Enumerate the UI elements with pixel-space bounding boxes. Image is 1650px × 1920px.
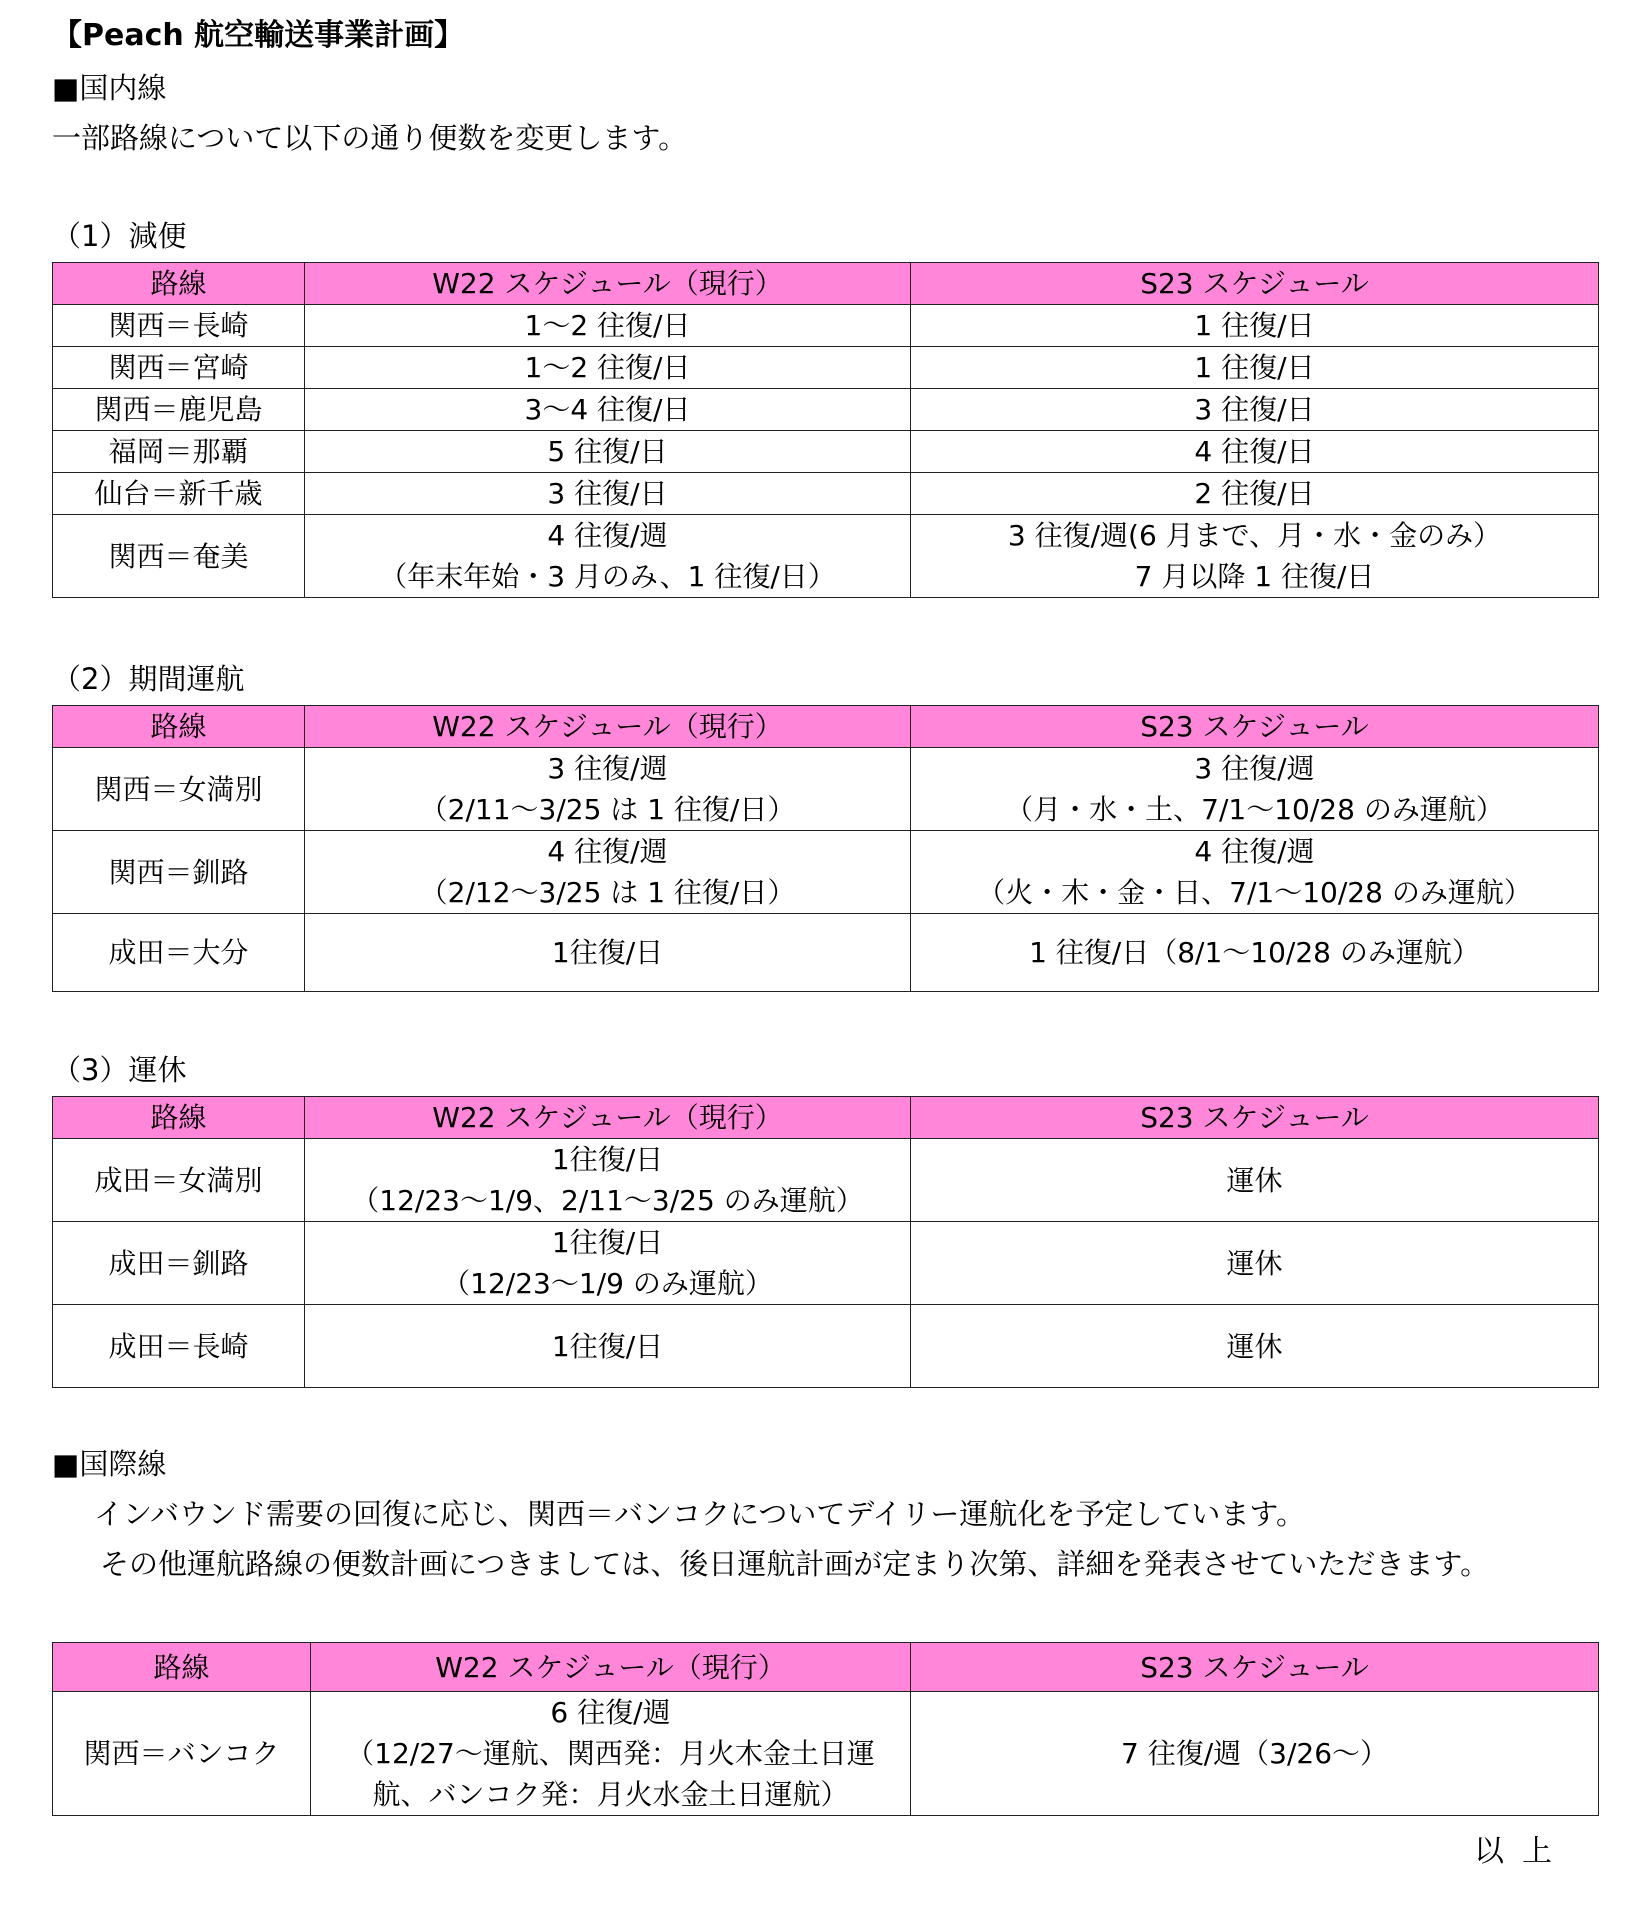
route-cell: 福岡＝那覇 bbox=[53, 431, 305, 473]
w22-note: （12/27～運航、関西発：月火木金土日運 bbox=[346, 1737, 875, 1770]
w22-cell bbox=[305, 1305, 911, 1388]
w22-cell bbox=[305, 431, 911, 473]
route-cell: 関西＝バンコク bbox=[53, 1692, 311, 1816]
w22-line: 1～2 往復/日 bbox=[524, 351, 691, 384]
s23-line: 運休 bbox=[1226, 1246, 1283, 1280]
s23-cell bbox=[911, 473, 1599, 515]
closing-mark: 以上 bbox=[1474, 1834, 1570, 1869]
s23-cell bbox=[911, 515, 1599, 598]
table-row bbox=[53, 389, 1599, 431]
table-row bbox=[53, 831, 1599, 914]
w22-line: 3 往復/日 bbox=[547, 477, 668, 510]
table-header-row bbox=[53, 263, 1599, 305]
s23-cell bbox=[911, 389, 1599, 431]
header-s23: S23 スケジュール bbox=[911, 1643, 1599, 1692]
table-row bbox=[53, 347, 1599, 389]
w22-note: （12/23～1/9 のみ運航） bbox=[442, 1267, 773, 1300]
international-line1: インバウンド需要の回復に応じ、関西＝バンコクについてデイリー運航化を予定しています。 bbox=[94, 1497, 1306, 1531]
seasonal-table bbox=[52, 705, 1599, 992]
s23-line: 運休 bbox=[1226, 1163, 1283, 1197]
route-cell: 仙台＝新千歳 bbox=[53, 473, 305, 515]
route-cell: 関西＝釧路 bbox=[53, 831, 305, 914]
header-route: 路線 bbox=[53, 706, 305, 748]
document-title: 【Peach 航空輸送事業計画】 bbox=[52, 18, 465, 53]
s23-line: 4 往復/日 bbox=[1194, 435, 1315, 468]
s23-line: 7 往復/週（3/26～） bbox=[1120, 1737, 1389, 1770]
header-s23: S23 スケジュール bbox=[911, 263, 1599, 305]
reduction-table bbox=[52, 262, 1599, 598]
s23-cell bbox=[911, 1305, 1599, 1388]
w22-line: 1往復/日 bbox=[551, 936, 664, 969]
route-cell: 関西＝奄美 bbox=[53, 515, 305, 598]
w22-cell bbox=[305, 347, 911, 389]
table-header-row bbox=[53, 1643, 1599, 1692]
s23-cell bbox=[911, 1222, 1599, 1305]
s23-cell bbox=[911, 748, 1599, 831]
s23-cell bbox=[911, 1139, 1599, 1222]
table-row bbox=[53, 1692, 1599, 1816]
s23-note: （火・木・金・日、7/1～10/28 のみ運航） bbox=[977, 876, 1532, 909]
s23-cell bbox=[911, 305, 1599, 347]
header-s23: S23 スケジュール bbox=[911, 706, 1599, 748]
table-row bbox=[53, 1139, 1599, 1222]
s23-line: 3 往復/週(6 月まで、月・水・金のみ） bbox=[1007, 519, 1502, 552]
table-row bbox=[53, 473, 1599, 515]
w22-line: 4 往復/週 bbox=[547, 519, 668, 552]
header-w22: W22 スケジュール（現行） bbox=[305, 263, 911, 305]
s23-line: 運休 bbox=[1226, 1329, 1283, 1363]
s23-cell bbox=[911, 347, 1599, 389]
header-route: 路線 bbox=[53, 263, 305, 305]
w22-line: 1往復/日 bbox=[551, 1143, 664, 1176]
w22-cell bbox=[305, 473, 911, 515]
s23-line: 3 往復/日 bbox=[1194, 393, 1315, 426]
section1-label: （1）減便 bbox=[52, 219, 187, 253]
s23-cell bbox=[911, 914, 1599, 992]
table-header-row bbox=[53, 706, 1599, 748]
s23-line: 3 往復/週 bbox=[1194, 752, 1315, 785]
table-row bbox=[53, 1305, 1599, 1388]
s23-cell bbox=[911, 831, 1599, 914]
table-row bbox=[53, 914, 1599, 992]
w22-note: （2/11～3/25 は 1 往復/日） bbox=[419, 793, 796, 826]
route-cell: 関西＝宮崎 bbox=[53, 347, 305, 389]
s23-cell bbox=[911, 1692, 1599, 1816]
route-cell: 関西＝長崎 bbox=[53, 305, 305, 347]
suspension-table bbox=[52, 1096, 1599, 1388]
table-row bbox=[53, 1222, 1599, 1305]
w22-cell bbox=[305, 748, 911, 831]
w22-cell bbox=[305, 515, 911, 598]
section3-label: （3）運休 bbox=[52, 1053, 187, 1087]
w22-note: （2/12～3/25 は 1 往復/日） bbox=[419, 876, 796, 909]
header-w22: W22 スケジュール（現行） bbox=[311, 1643, 911, 1692]
route-cell: 関西＝鹿児島 bbox=[53, 389, 305, 431]
w22-line: 3 往復/週 bbox=[547, 752, 668, 785]
header-s23: S23 スケジュール bbox=[911, 1097, 1599, 1139]
s23-line: 1 往復/日 bbox=[1194, 351, 1315, 384]
w22-note: 航、バンコク発：月火水金土日運航） bbox=[372, 1778, 849, 1811]
header-w22: W22 スケジュール（現行） bbox=[305, 706, 911, 748]
s23-line: 1 往復/日（8/1～10/28 のみ運航） bbox=[1029, 936, 1480, 969]
w22-cell bbox=[311, 1692, 911, 1816]
w22-cell bbox=[305, 1139, 911, 1222]
table-row bbox=[53, 305, 1599, 347]
w22-line: 1往復/日 bbox=[551, 1329, 664, 1363]
w22-cell bbox=[305, 1222, 911, 1305]
w22-cell bbox=[305, 914, 911, 992]
route-cell: 関西＝女満別 bbox=[53, 748, 305, 831]
route-cell: 成田＝長崎 bbox=[53, 1305, 305, 1388]
w22-cell bbox=[305, 305, 911, 347]
route-cell: 成田＝女満別 bbox=[53, 1139, 305, 1222]
header-route: 路線 bbox=[53, 1097, 305, 1139]
domestic-heading: ■国内線 bbox=[52, 71, 167, 105]
table-row bbox=[53, 515, 1599, 598]
w22-line: 6 往復/週 bbox=[550, 1696, 671, 1729]
table-row bbox=[53, 748, 1599, 831]
w22-note: （12/23～1/9、2/11～3/25 のみ運航） bbox=[351, 1184, 864, 1217]
section2-label: （2）期間運航 bbox=[52, 662, 245, 696]
international-table bbox=[52, 1642, 1599, 1816]
w22-line: 3～4 往復/日 bbox=[524, 393, 691, 426]
w22-cell bbox=[305, 831, 911, 914]
international-heading: ■国際線 bbox=[52, 1447, 167, 1481]
domestic-intro: 一部路線について以下の通り便数を変更します。 bbox=[52, 121, 688, 155]
s23-line: 4 往復/週 bbox=[1194, 835, 1315, 868]
s23-cell bbox=[911, 431, 1599, 473]
header-route: 路線 bbox=[53, 1643, 311, 1692]
s23-line: 2 往復/日 bbox=[1194, 477, 1315, 510]
table-header-row bbox=[53, 1097, 1599, 1139]
w22-line: 5 往復/日 bbox=[547, 435, 668, 468]
w22-line: 4 往復/週 bbox=[547, 835, 668, 868]
w22-note: （年末年始・3 月のみ、1 往復/日） bbox=[379, 560, 836, 593]
s23-note: 7 月以降 1 往復/日 bbox=[1134, 560, 1375, 593]
table-row bbox=[53, 431, 1599, 473]
s23-line: 1 往復/日 bbox=[1194, 309, 1315, 342]
route-cell: 成田＝釧路 bbox=[53, 1222, 305, 1305]
w22-line: 1往復/日 bbox=[551, 1226, 664, 1259]
international-line2: その他運航路線の便数計画につきましては、後日運航計画が定まり次第、詳細を発表させていただきます。 bbox=[100, 1547, 1490, 1581]
header-w22: W22 スケジュール（現行） bbox=[305, 1097, 911, 1139]
w22-line: 1～2 往復/日 bbox=[524, 309, 691, 342]
s23-note: （月・水・土、7/1～10/28 のみ運航） bbox=[1005, 793, 1504, 826]
route-cell: 成田＝大分 bbox=[53, 914, 305, 992]
w22-cell bbox=[305, 389, 911, 431]
